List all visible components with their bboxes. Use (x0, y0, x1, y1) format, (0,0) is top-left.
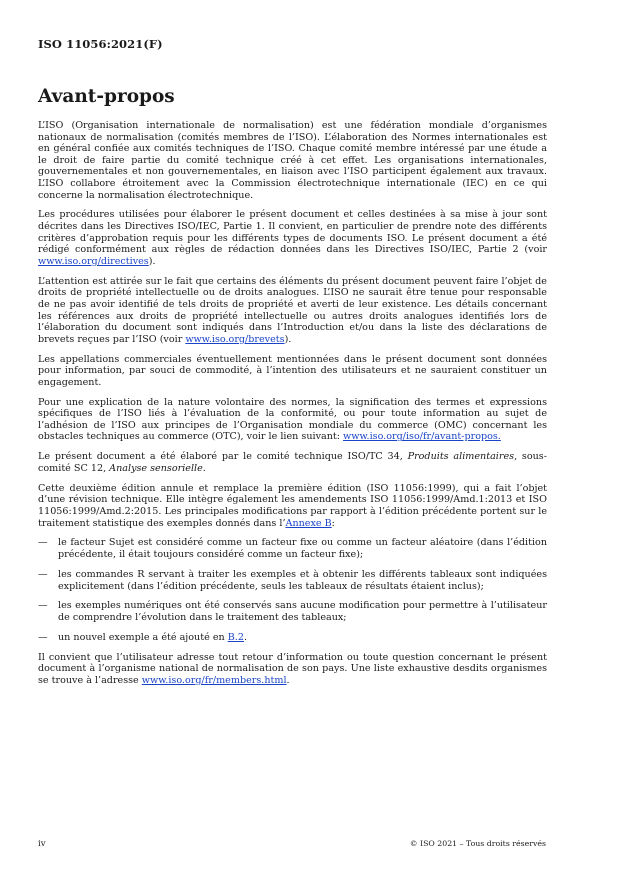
paragraph-iso-intro: L’ISO (Organisation internationale de normalisation) est une fédération mondiale d’organismes nationaux de normalisation (comités membres de l’ISO). L’élaboration des Normes internationales est en général confiée aux comités techniques de l’ISO. Chaque comité membre intéressé par une étude a le droit de faire partie du comité technique créé à cet effet. Les organisations internationales, gouvernementales et non gouvernementales, en liaison avec l’ISO participent également aux travaux. L’ISO collabore étroitement avec la Commission électrotechnique internationale (IEC) en ce qui concerne la normalisation électrotechnique. (38, 120, 547, 201)
list-item: — le facteur Sujet est considéré comme un facteur fixe ou comme un facteur aléatoire (dans l’édition précédente, il était toujours considéré comme un facteur fixe); (38, 537, 547, 561)
paragraph-trade-names: Les appellations commerciales éventuellement mentionnées dans le présent document sont données pour information, par souci de commodité, à l’intention des utilisateurs et ne sauraient constituer un engagement. (38, 353, 547, 388)
link-annexe-b[interactable]: Annexe B (285, 517, 332, 529)
page-number: iv (38, 839, 46, 849)
paragraph-committee: Le présent document a été élaboré par le comité technique ISO/TC 34, Produits alimentaires, sous-comité SC 12, Analyse sensorielle. (38, 451, 547, 474)
paragraph-edition: Cette deuxième édition annule et remplace la première édition (ISO 11056:1999), qui a fait l’objet d’une révision technique. Elle intègre également les amendements ISO 11056:1999/Amd.1:2013 et ISO 11056:1999/Amd.2:2015. Les principales modifications par rapport à l’édition précédente portent sur le traitement statistique des exemples donnés dans l’Annexe B: (38, 482, 547, 529)
page-title: Avant-propos (38, 86, 175, 107)
list-dash: — (38, 568, 48, 580)
link-members[interactable]: www.iso.org/fr/members.html (141, 675, 287, 687)
document-id: ISO 11056:2021(F) (38, 37, 163, 51)
list-item: — les commandes R servant à traiter les exemples et à obtenir les différents tableaux sont indiquées explicitement (dans l’édition précédente, seuls les tableaux de résultats étaient inclus); (38, 568, 547, 592)
paragraph-feedback: Il convient que l’utilisateur adresse tout retour d’information ou toute question concernant le présent document à l’organisme national de normalisation de son pays. Une liste exhaustive desdits organismes se trouve à l’adresse www.iso.org/fr/members.html. (38, 651, 547, 687)
link-brevets[interactable]: www.iso.org/brevets (185, 333, 285, 345)
link-b2[interactable]: B.2 (227, 631, 244, 643)
list-dash: — (38, 537, 48, 549)
list-item: — un nouvel exemple a été ajouté en B.2. (38, 631, 248, 643)
copyright-notice: © ISO 2021 – Tous droits réservés (409, 839, 546, 848)
link-directives[interactable]: www.iso.org/directives (38, 255, 149, 267)
list-dash: — (38, 600, 48, 612)
paragraph-voluntary-nature: Pour une explication de la nature volontaire des normes, la signification des termes et expressions spécifiques de l’ISO liés à l’évaluation de la conformité, ou pour toute information au sujet de l’adhésion de l’ISO aux principes de l’Organisation mondiale du commerce (OMC) concernant les obstacles techniques au commerce (OTC), voir le lien suivant: www.iso.org/iso/fr/avant-propos. (38, 396, 547, 443)
list-item: — les exemples numériques ont été conservés sans aucune modification pour permettre à l’utilisateur de comprendre l’évolution dans le traitement des tableaux; (38, 600, 547, 624)
link-avant-propos[interactable]: www.iso.org/iso/fr/avant-propos. (343, 431, 501, 443)
foreword-body (38, 120, 547, 695)
paragraph-procedures: Les procédures utilisées pour élaborer le présent document et celles destinées à sa mise à jour sont décrites dans les Directives ISO/IEC, Partie 1. Il convient, en particulier de prendre note des différents critères d’approbation requis pour les différents types de documents ISO. Le présent document a été rédigé conformément aux règles de rédaction données dans les Directives ISO/IEC, Partie 2 (voir www.iso.org/directives). (38, 209, 547, 267)
paragraph-patents: L’attention est attirée sur le fait que certains des éléments du présent document peuvent faire l’objet de droits de propriété intellectuelle ou de droits analogues. L’ISO ne saurait être tenue pour responsable de ne pas avoir identifié de tels droits de propriété et averti de leur existence. Les détails concernant les références aux droits de propriété intellectuelle ou autres droits analogues identifiés lors de l’élaboration du document sont indiqués dans l’Introduction et/ou dans la liste des déclarations de brevets reçues par l’ISO (voir www.iso.org/brevets). (38, 275, 547, 345)
list-dash: — (38, 631, 48, 643)
